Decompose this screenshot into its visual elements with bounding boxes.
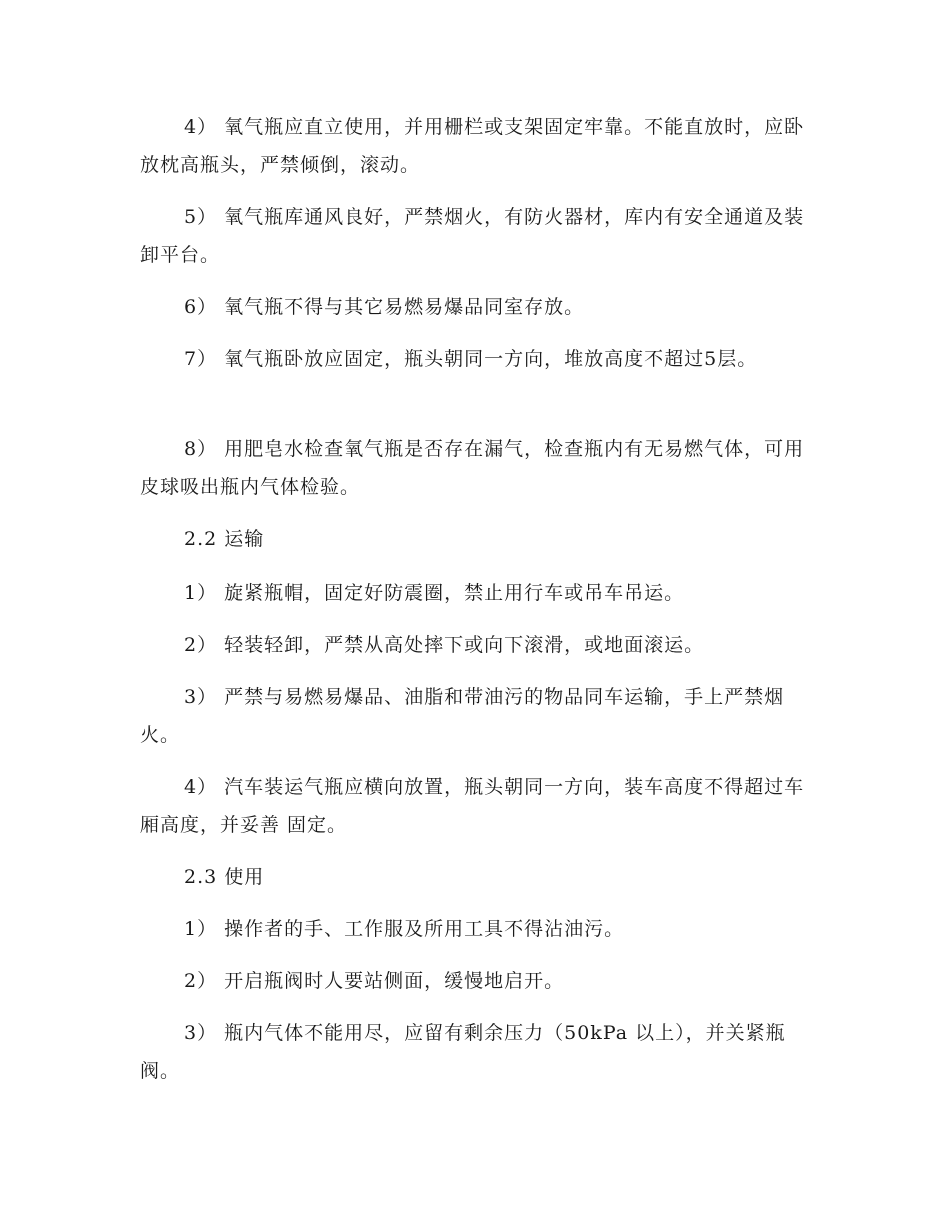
paragraph-usage-no-oil: 1） 操作者的手、工作服及所用工具不得沾油污。 bbox=[184, 918, 625, 940]
paragraph-leak-check: 8） 用肥皂水检查氧气瓶是否存在漏气，检查瓶内有无易燃气体，可用皮球吸出瓶内气体检验。 bbox=[140, 438, 805, 498]
paragraph-transport-handling: 2） 轻装轻卸，严禁从高处摔下或向下滚滑，或地面滚运。 bbox=[184, 634, 705, 656]
section-heading-usage: 2.3 使用 bbox=[184, 866, 265, 888]
paragraph-truck-loading: 4） 汽车装运气瓶应横向放置，瓶头朝同一方向，装车高度不得超过车厢高度，并妥善 固定。 bbox=[140, 776, 805, 836]
paragraph-usage-open-valve: 2） 开启瓶阀时人要站侧面，缓慢地启开。 bbox=[184, 970, 565, 992]
paragraph-usage-residual-pressure: 3） 瓶内气体不能用尽，应留有剩余压力（50kPa 以上），并关紧瓶阀。 bbox=[140, 1022, 786, 1082]
paragraph-transport-separation: 3） 严禁与易燃易爆品、油脂和带油污的物品同车运输，手上严禁烟火。 bbox=[140, 686, 785, 746]
section-heading-transport: 2.2 运输 bbox=[184, 528, 265, 550]
paragraph-oxygen-storage-ventilation: 5） 氧气瓶库通风良好，严禁烟火，有防火器材，库内有安全通道及装卸平台。 bbox=[140, 206, 805, 266]
paragraph-oxygen-separate-storage: 6） 氧气瓶不得与其它易燃易爆品同室存放。 bbox=[184, 296, 585, 318]
paragraph-transport-cap: 1） 旋紧瓶帽，固定好防震圈，禁止用行车或吊车吊运。 bbox=[184, 582, 685, 604]
paragraph-oxygen-stacking: 7） 氧气瓶卧放应固定，瓶头朝同一方向，堆放高度不超过5层。 bbox=[184, 348, 758, 370]
paragraph-oxygen-upright: 4） 氧气瓶应直立使用，并用栅栏或支架固定牢靠。不能直放时，应卧放枕高瓶头，严禁倾倒，滚动。 bbox=[140, 116, 805, 176]
